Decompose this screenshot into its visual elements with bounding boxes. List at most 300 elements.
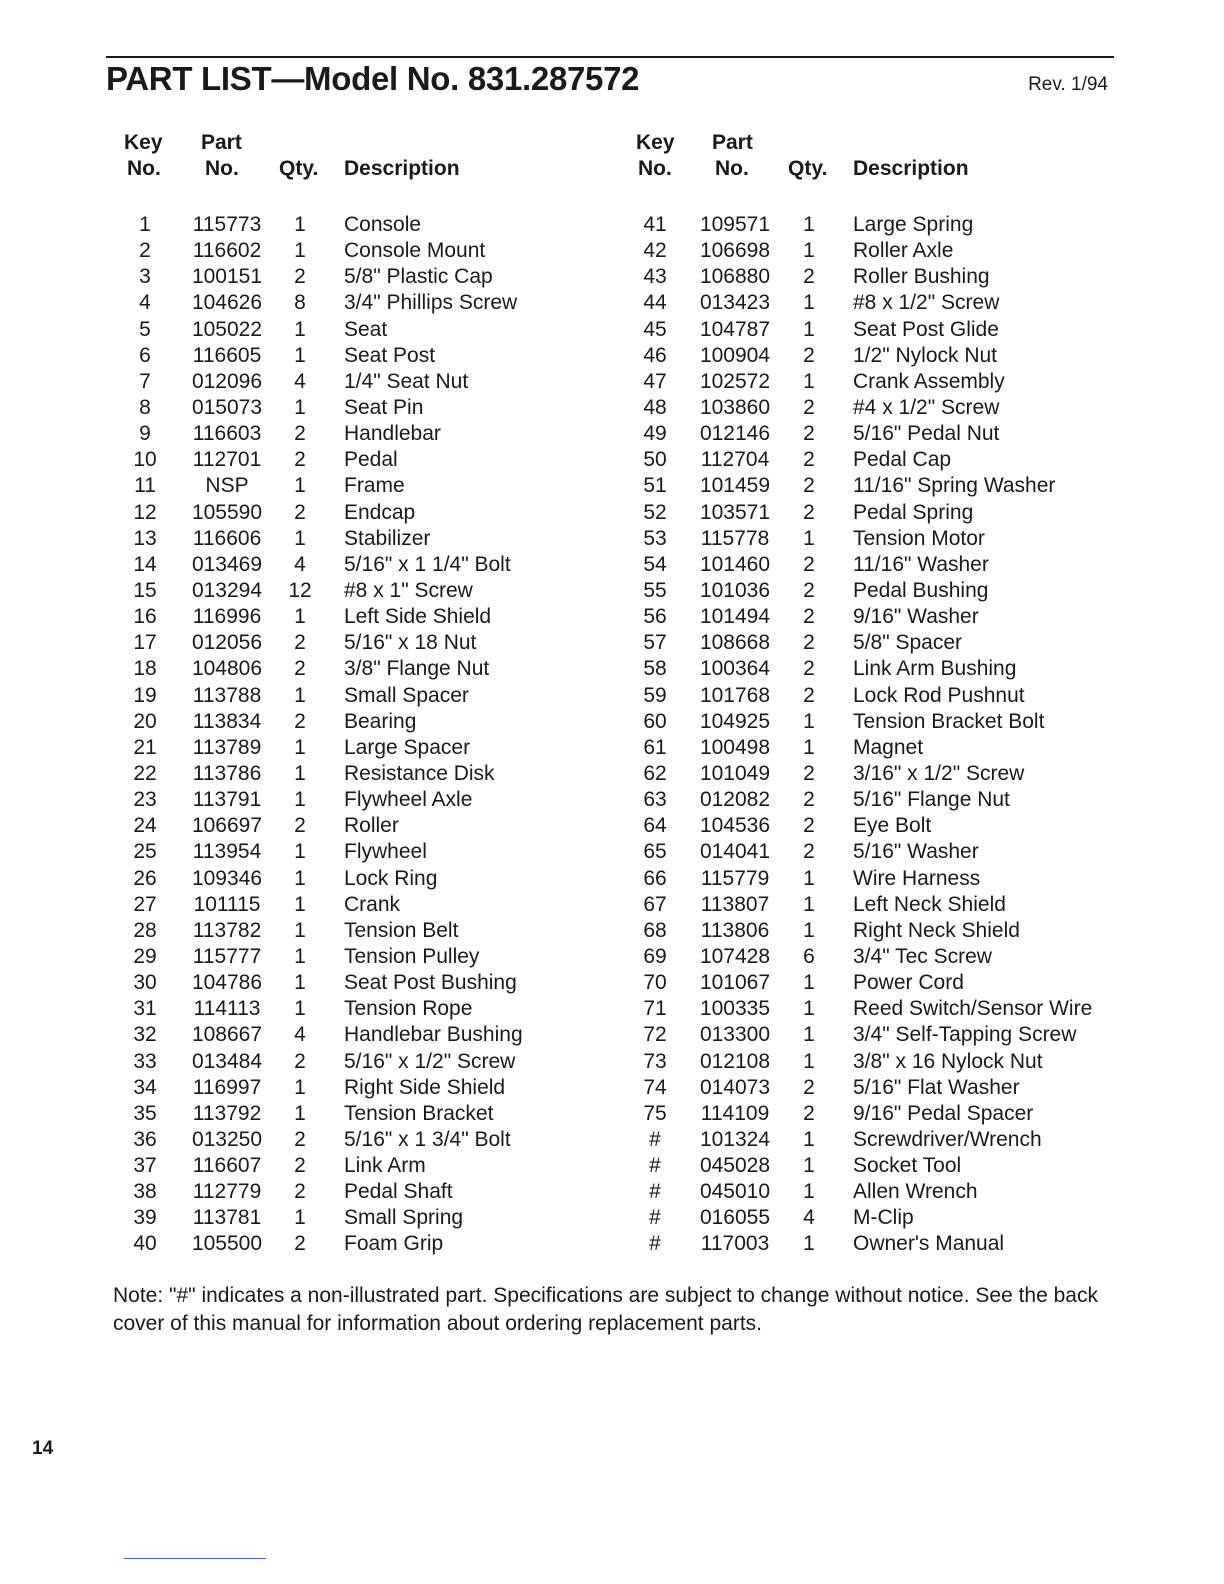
part-no-cell: 104536	[699, 814, 771, 838]
key-no-cell: 57	[643, 631, 667, 655]
qty-cell: 1	[803, 735, 815, 759]
qty-cell: 2	[294, 657, 306, 681]
table-row	[112, 1049, 632, 1075]
description-cell: Crank Assembly	[853, 369, 1005, 393]
part-no-cell: 013484	[191, 1049, 263, 1073]
part-no-cell: 114113	[193, 997, 261, 1021]
table-header	[112, 130, 632, 212]
part-no-cell: 113789	[192, 735, 262, 759]
key-no-cell: 67	[643, 892, 667, 916]
table-row	[620, 290, 1140, 316]
qty-cell: 2	[294, 1049, 306, 1073]
table-row	[112, 552, 632, 578]
table-row	[112, 526, 632, 552]
part-no-cell: 013294	[191, 578, 263, 602]
part-no-cell: 113786	[192, 761, 262, 785]
key-no-cell: 46	[643, 343, 667, 367]
qty-cell: 2	[294, 814, 306, 838]
key-no-cell: 34	[133, 1075, 157, 1099]
part-no-cell: 113782	[192, 918, 262, 942]
page-title: PART LIST—Model No. 831.287572	[106, 60, 640, 97]
part-no-cell: 113954	[192, 840, 262, 864]
qty-cell: 1	[294, 239, 306, 263]
table-row	[112, 709, 632, 735]
table-row	[620, 892, 1140, 918]
key-header-top: Key	[124, 131, 163, 154]
parts-table-right	[620, 130, 1140, 1258]
qty-cell: 2	[294, 1127, 306, 1151]
key-no-cell: 10	[133, 448, 157, 472]
part-no-cell: 101036	[699, 578, 771, 602]
description-cell: Link Arm	[344, 1154, 426, 1178]
qty-cell: 1	[803, 1023, 815, 1047]
table-row	[112, 1075, 632, 1101]
part-no-cell: 106697	[191, 814, 263, 838]
table-row	[112, 1022, 632, 1048]
key-no-cell: 20	[133, 709, 157, 733]
key-no-cell: 37	[133, 1154, 157, 1178]
part-no-cell: NSP	[205, 474, 249, 498]
qty-cell: 2	[803, 343, 815, 367]
description-cell: Handlebar Bushing	[344, 1023, 523, 1047]
qty-cell: 1	[294, 997, 306, 1021]
table-row	[620, 212, 1140, 238]
qty-cell: 2	[294, 709, 306, 733]
table-row	[112, 1179, 632, 1205]
table-row	[620, 970, 1140, 996]
part-no-cell: 012082	[699, 788, 771, 812]
part-no-cell: 115778	[700, 526, 770, 550]
description-cell: Seat Post	[344, 343, 436, 367]
key-no-cell: #	[649, 1180, 661, 1204]
table-row	[112, 918, 632, 944]
qty-cell: 1	[803, 369, 815, 393]
qty-cell: 2	[294, 422, 306, 446]
description-cell: Lock Ring	[344, 866, 438, 890]
qty-cell: 4	[294, 552, 306, 576]
key-header-bottom: No.	[127, 157, 161, 180]
key-no-cell: 21	[133, 735, 157, 759]
part-no-cell: 107428	[699, 944, 771, 968]
description-cell: Large Spring	[853, 213, 974, 236]
key-no-cell: 41	[643, 213, 667, 236]
description-cell: 3/4" Self-Tapping Screw	[853, 1023, 1077, 1047]
qty-cell: 1	[294, 944, 306, 968]
part-no-cell: 012056	[191, 631, 263, 655]
key-no-cell: 56	[643, 605, 667, 629]
key-no-cell: 73	[643, 1049, 667, 1073]
parts-table-left	[112, 130, 632, 1258]
key-no-cell: 55	[643, 578, 667, 602]
table-row	[112, 787, 632, 813]
description-cell: Pedal Bushing	[853, 578, 989, 602]
table-row	[620, 395, 1140, 421]
description-cell: Bearing	[344, 709, 417, 733]
qty-cell: 2	[803, 265, 815, 289]
qty-cell: 2	[294, 631, 306, 655]
part-no-cell: 013300	[699, 1023, 771, 1047]
qty-cell: 1	[803, 1232, 815, 1256]
table-row	[112, 735, 632, 761]
qty-cell: 2	[294, 1154, 306, 1178]
table-row	[112, 630, 632, 656]
table-row	[620, 1153, 1140, 1179]
key-no-cell: 17	[133, 631, 157, 655]
description-cell: Tension Rope	[344, 997, 473, 1021]
part-no-cell: 101459	[699, 474, 771, 498]
table-row	[112, 683, 632, 709]
table-row	[620, 473, 1140, 499]
description-cell: Resistance Disk	[344, 761, 495, 785]
part-no-cell: 014073	[699, 1075, 771, 1099]
table-row	[620, 630, 1140, 656]
description-cell: Flywheel	[344, 840, 427, 864]
key-no-cell: 36	[133, 1127, 157, 1151]
qty-cell: 12	[288, 578, 312, 602]
table-row	[620, 1022, 1140, 1048]
description-cell: 3/8" x 16 Nylock Nut	[853, 1049, 1043, 1073]
qty-cell: 1	[803, 1154, 815, 1178]
description-cell: Tension Pulley	[344, 944, 480, 968]
key-no-cell: #	[649, 1232, 661, 1256]
key-no-cell: 49	[643, 422, 667, 446]
part-no-cell: 013250	[191, 1127, 263, 1151]
key-no-cell: 50	[643, 448, 667, 472]
key-no-cell: 64	[643, 814, 667, 838]
description-cell: Frame	[344, 474, 405, 498]
key-no-cell: 70	[643, 971, 667, 995]
part-header-bottom: No.	[205, 157, 239, 180]
table-header	[620, 130, 1140, 212]
table-row	[620, 944, 1140, 970]
key-no-cell: #	[649, 1127, 661, 1151]
description-cell: Power Cord	[853, 971, 964, 995]
description-cell: Small Spring	[344, 1206, 464, 1230]
part-no-cell: 100151	[191, 265, 263, 289]
qty-header: Qty.	[279, 157, 319, 180]
key-no-cell: 30	[133, 971, 157, 995]
qty-cell: 1	[803, 526, 815, 550]
key-no-cell: 54	[643, 552, 667, 576]
key-no-cell: 59	[643, 683, 667, 707]
part-no-cell: 105022	[191, 317, 263, 341]
part-no-cell: 101768	[699, 683, 771, 707]
table-row	[620, 369, 1140, 395]
description-cell: M-Clip	[853, 1206, 914, 1230]
key-no-cell: 26	[133, 866, 157, 890]
qty-cell: 2	[803, 578, 815, 602]
table-row	[112, 1101, 632, 1127]
qty-cell: 8	[294, 291, 306, 315]
key-no-cell: 9	[139, 422, 151, 446]
key-no-cell: 22	[133, 761, 157, 785]
part-no-cell: 101324	[699, 1127, 771, 1151]
table-row	[112, 395, 632, 421]
part-no-cell: 104787	[699, 317, 771, 341]
description-cell: 5/16" Flat Washer	[853, 1075, 1020, 1099]
part-no-cell: 013423	[699, 291, 771, 315]
table-row	[620, 264, 1140, 290]
description-cell: Left Neck Shield	[853, 892, 1006, 916]
part-no-cell: 100904	[699, 343, 771, 367]
qty-header: Qty.	[788, 157, 828, 180]
key-no-cell: 29	[133, 944, 157, 968]
table-row	[112, 1153, 632, 1179]
table-row	[112, 238, 632, 264]
key-no-cell: 58	[643, 657, 667, 681]
part-no-cell: 100364	[699, 657, 771, 681]
description-header: Description	[853, 157, 969, 180]
description-cell: Crank	[344, 892, 401, 916]
description-cell: 3/4" Tec Screw	[853, 944, 992, 968]
table-row	[112, 892, 632, 918]
description-cell: 5/8" Spacer	[853, 631, 963, 655]
key-no-cell: 68	[643, 918, 667, 942]
key-no-cell: 11	[134, 474, 156, 498]
part-no-cell: 106880	[699, 265, 771, 289]
key-no-cell: 48	[643, 395, 667, 419]
description-cell: Console Mount	[344, 239, 486, 263]
description-cell: 3/16" x 1/2" Screw	[853, 761, 1025, 785]
table-row	[620, 918, 1140, 944]
part-no-cell: 117003	[700, 1232, 770, 1256]
table-row	[620, 526, 1140, 552]
table-row	[112, 656, 632, 682]
qty-cell: 2	[294, 448, 306, 472]
qty-cell: 2	[803, 761, 815, 785]
key-header-top: Key	[636, 131, 675, 154]
qty-cell: 1	[803, 997, 815, 1021]
description-cell: 11/16" Spring Washer	[853, 474, 1056, 498]
description-cell: Pedal Shaft	[344, 1180, 453, 1204]
part-no-cell: 112779	[192, 1180, 262, 1204]
description-cell: 5/8" Plastic Cap	[344, 265, 493, 289]
description-cell: Right Neck Shield	[853, 918, 1020, 942]
table-row	[620, 1049, 1140, 1075]
key-no-cell: 53	[643, 526, 667, 550]
part-no-cell: 101460	[699, 552, 771, 576]
part-header-top: Part	[712, 131, 753, 154]
description-cell: Tension Bracket	[344, 1101, 494, 1125]
part-no-cell: 105500	[191, 1232, 263, 1256]
key-no-cell: 28	[133, 918, 157, 942]
qty-cell: 2	[803, 500, 815, 524]
table-row	[112, 421, 632, 447]
qty-cell: 4	[294, 369, 306, 393]
table-row	[620, 709, 1140, 735]
key-no-cell: 5	[139, 317, 151, 341]
qty-cell: 1	[294, 1101, 306, 1125]
table-row	[620, 683, 1140, 709]
table-row	[620, 552, 1140, 578]
qty-cell: 2	[294, 1232, 306, 1256]
part-no-cell: 101115	[193, 892, 261, 916]
key-no-cell: 62	[643, 761, 667, 785]
part-no-cell: 104806	[191, 657, 263, 681]
parts-rows-right	[620, 212, 1140, 1258]
table-row	[112, 1127, 632, 1153]
description-cell: Right Side Shield	[344, 1075, 506, 1099]
key-no-cell: 66	[643, 866, 667, 890]
table-row	[112, 813, 632, 839]
description-cell: #8 x 1/2" Screw	[853, 291, 1000, 315]
description-cell: Seat Post Glide	[853, 317, 999, 341]
part-no-cell: 101067	[699, 971, 771, 995]
description-cell: Flywheel Axle	[344, 788, 473, 812]
key-no-cell: 24	[133, 814, 157, 838]
qty-cell: 1	[294, 840, 306, 864]
key-no-cell: 8	[139, 395, 151, 419]
qty-cell: 1	[294, 1206, 306, 1230]
description-cell: 3/4" Phillips Screw	[344, 291, 518, 315]
qty-cell: 4	[294, 1023, 306, 1047]
part-no-cell: 113806	[700, 918, 770, 942]
key-no-cell: 47	[643, 369, 667, 393]
table-row	[112, 290, 632, 316]
key-no-cell: 6	[139, 343, 151, 367]
table-row	[112, 500, 632, 526]
part-no-cell: 100335	[699, 997, 771, 1021]
description-cell: 9/16" Washer	[853, 605, 979, 629]
part-no-cell: 116603	[192, 422, 262, 446]
table-row	[112, 1205, 632, 1231]
key-no-cell: 2	[139, 239, 151, 263]
key-no-cell: 35	[133, 1101, 157, 1125]
part-no-cell: 116606	[192, 526, 262, 550]
qty-cell: 2	[294, 265, 306, 289]
part-no-cell: 100498	[699, 735, 771, 759]
qty-cell: 1	[294, 892, 306, 916]
qty-cell: 1	[294, 1075, 306, 1099]
part-no-cell: 105590	[191, 500, 263, 524]
table-row	[620, 735, 1140, 761]
key-no-cell: 51	[643, 474, 667, 498]
key-header-bottom: No.	[638, 157, 672, 180]
qty-cell: 1	[294, 866, 306, 890]
part-no-cell: 012146	[699, 422, 771, 446]
key-no-cell: 63	[643, 788, 667, 812]
description-cell: Seat Pin	[344, 395, 424, 419]
qty-cell: 1	[294, 788, 306, 812]
qty-cell: 1	[294, 918, 306, 942]
description-cell: Link Arm Bushing	[853, 657, 1017, 681]
key-no-cell: 43	[643, 265, 667, 289]
part-no-cell: 104786	[191, 971, 263, 995]
description-cell: Wire Harness	[853, 866, 981, 890]
description-cell: 1/4" Seat Nut	[344, 369, 469, 393]
description-cell: Socket Tool	[853, 1154, 962, 1178]
table-row	[112, 578, 632, 604]
description-cell: Screwdriver/Wrench	[853, 1127, 1042, 1151]
table-row	[620, 1101, 1140, 1127]
key-no-cell: 16	[133, 605, 157, 629]
qty-cell: 2	[803, 395, 815, 419]
table-row	[620, 1075, 1140, 1101]
qty-cell: 1	[803, 317, 815, 341]
qty-cell: 2	[294, 500, 306, 524]
part-no-cell: 101049	[699, 761, 771, 785]
table-row	[620, 787, 1140, 813]
qty-cell: 1	[803, 971, 815, 995]
description-cell: Stabilizer	[344, 526, 431, 550]
key-no-cell: 7	[139, 369, 151, 393]
qty-cell: 2	[803, 840, 815, 864]
qty-cell: 2	[803, 814, 815, 838]
description-cell: #4 x 1/2" Screw	[853, 395, 1000, 419]
qty-cell: 2	[294, 1180, 306, 1204]
qty-cell: 1	[803, 709, 815, 733]
table-row	[112, 944, 632, 970]
table-row	[112, 996, 632, 1022]
qty-cell: 2	[803, 1075, 815, 1099]
key-no-cell: 61	[643, 735, 667, 759]
key-no-cell: 65	[643, 840, 667, 864]
part-no-cell: 114109	[700, 1101, 770, 1125]
qty-cell: 2	[803, 788, 815, 812]
description-cell: 9/16" Pedal Spacer	[853, 1101, 1034, 1125]
part-no-cell: 104626	[191, 291, 263, 315]
table-row	[112, 369, 632, 395]
part-no-cell: 109571	[699, 213, 771, 236]
key-no-cell: 72	[643, 1023, 667, 1047]
description-cell: Tension Belt	[344, 918, 459, 942]
part-no-cell: 012096	[191, 369, 263, 393]
part-no-cell: 045010	[699, 1180, 771, 1204]
key-no-cell: 13	[133, 526, 157, 550]
description-cell: 5/16" x 1 3/4" Bolt	[344, 1127, 511, 1151]
table-row	[620, 866, 1140, 892]
description-cell: Pedal Cap	[853, 448, 952, 472]
parts-rows-left	[112, 212, 632, 1258]
description-cell: Left Side Shield	[344, 605, 492, 629]
description-cell: 5/16" Flange Nut	[853, 788, 1010, 812]
description-cell: 5/16" Washer	[853, 840, 979, 864]
description-cell: Pedal Spring	[853, 500, 974, 524]
key-no-cell: 69	[643, 944, 667, 968]
description-cell: Foam Grip	[344, 1232, 444, 1256]
header-rule	[106, 56, 1114, 58]
table-row	[620, 1231, 1140, 1257]
part-no-cell: 112704	[700, 448, 770, 472]
table-row	[112, 317, 632, 343]
table-row	[620, 1205, 1140, 1231]
description-cell: Seat	[344, 317, 388, 341]
part-no-cell: 103571	[699, 500, 771, 524]
key-no-cell: 45	[643, 317, 667, 341]
description-cell: Roller Axle	[853, 239, 954, 263]
part-no-cell: 115773	[192, 213, 262, 236]
table-row	[620, 656, 1140, 682]
table-row	[112, 866, 632, 892]
description-cell: Pedal	[344, 448, 398, 472]
qty-cell: 1	[294, 395, 306, 419]
key-no-cell: 18	[133, 657, 157, 681]
table-row	[620, 761, 1140, 787]
table-row	[620, 996, 1140, 1022]
table-row	[112, 761, 632, 787]
qty-cell: 1	[803, 239, 815, 263]
table-row	[620, 1127, 1140, 1153]
description-cell: Roller Bushing	[853, 265, 990, 289]
description-cell: Reed Switch/Sensor Wire	[853, 997, 1093, 1021]
key-no-cell: 27	[133, 892, 157, 916]
qty-cell: 1	[294, 213, 306, 236]
key-no-cell: 44	[643, 291, 667, 315]
description-cell: 5/16" x 1/2" Screw	[344, 1049, 516, 1073]
description-cell: Eye Bolt	[853, 814, 932, 838]
qty-cell: 1	[294, 343, 306, 367]
key-no-cell: 15	[133, 578, 157, 602]
